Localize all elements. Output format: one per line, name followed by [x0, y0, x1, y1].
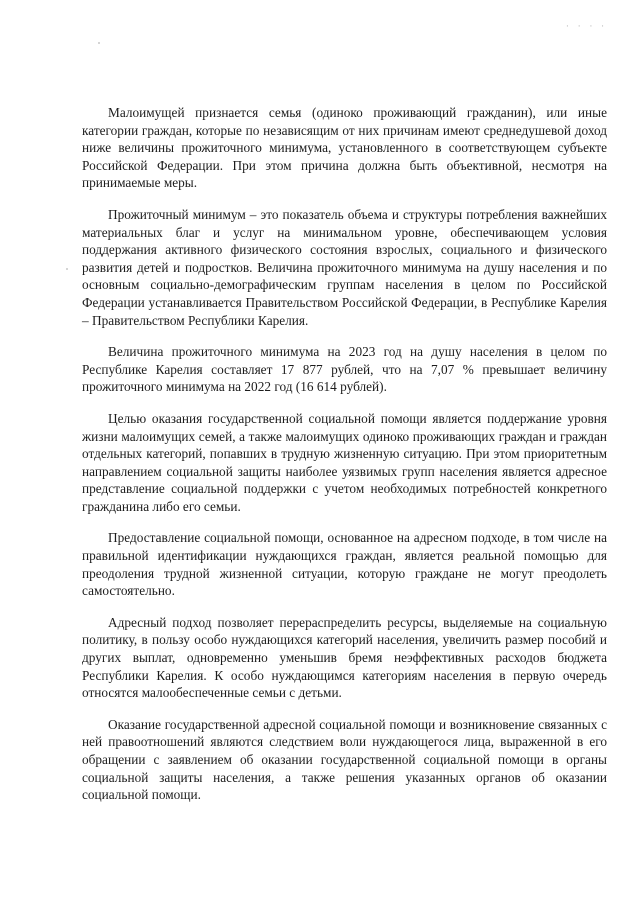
- scan-speck: [66, 268, 68, 270]
- paragraph-targeted-approach: Предоставление социальной помощи, основанное на адресном подходе, в том числе на правильной идентификации нуждающихся граждан, является реальной помощью для преодоления трудной жизненной ситуации, которую граждане не могут преодолеть самостоятельно.: [82, 530, 607, 599]
- paragraph-subsistence-minimum: Прожиточный минимум – это показатель объема и структуры потребления важнейших материальных благ и услуг на минимальном уровне, обеспечивающем условия поддержания активного физического состояния взрослых, социального и физического развития детей и подростков. Величина прожиточного минимума на душу населения и по основным социально-демографическим группам населения в целом по Российской Федерации устанавливается Правительством Российской Федерации, в Республике Карелия – Правительством Республики Карелия.: [82, 206, 607, 328]
- paragraph-subsistence-value-2023: Величина прожиточного минимума на 2023 год на душу населения в целом по Республике Карелия составляет 17 877 рублей, что на 7,07 % превышает величину прожиточного минимума на 2022 год (16 614 рублей).: [82, 344, 607, 395]
- corner-scan-mark: · · · ·: [566, 22, 608, 32]
- scan-speck: [98, 42, 100, 44]
- document-body: [82, 104, 607, 818]
- paragraph-resource-redistribution: Адресный подход позволяет перераспределить ресурсы, выделяемые на социальную политику, в пользу особо нуждающихся категорий населения, увеличить размер пособий и других выплат, одновременно уменьшив бремя неэффективных расходов бюджета Республики Карелия. К особо нуждающимся категориям населения в первую очередь относятся малообеспеченные семьи с детьми.: [82, 614, 607, 701]
- paragraph-legal-relations: Оказание государственной адресной социальной помощи и возникновение связанных с ней правоотношений являются следствием воли нуждающегося лица, выраженной в его обращении с заявлением об оказании государственной социальной помощи в органы социальной защиты населения, а также решения указанных органов об оказании социальной помощи.: [82, 716, 607, 803]
- paragraph-assistance-goal: Целью оказания государственной социальной помощи является поддержание уровня жизни малоимущих семей, а также малоимущих одиноко проживающих граждан и граждан отдельных категорий, попавших в трудную жизненную ситуацию. При этом приоритетным направлением социальной защиты наиболее уязвимых групп населения является адресное представление социальной поддержки с учетом необходимых потребностей конкретного гражданина либо его семьи.: [82, 410, 607, 514]
- paragraph-low-income-definition: Малоимущей признается семья (одиноко проживающий гражданин), или иные категории граждан, которые по независящим от них причинам имеют среднедушевой доход ниже величины прожиточного минимума, установленного в соответствующем субъекте Российской Федерации. При этом причина должна быть объективной, несмотря на принимаемые меры.: [82, 105, 607, 191]
